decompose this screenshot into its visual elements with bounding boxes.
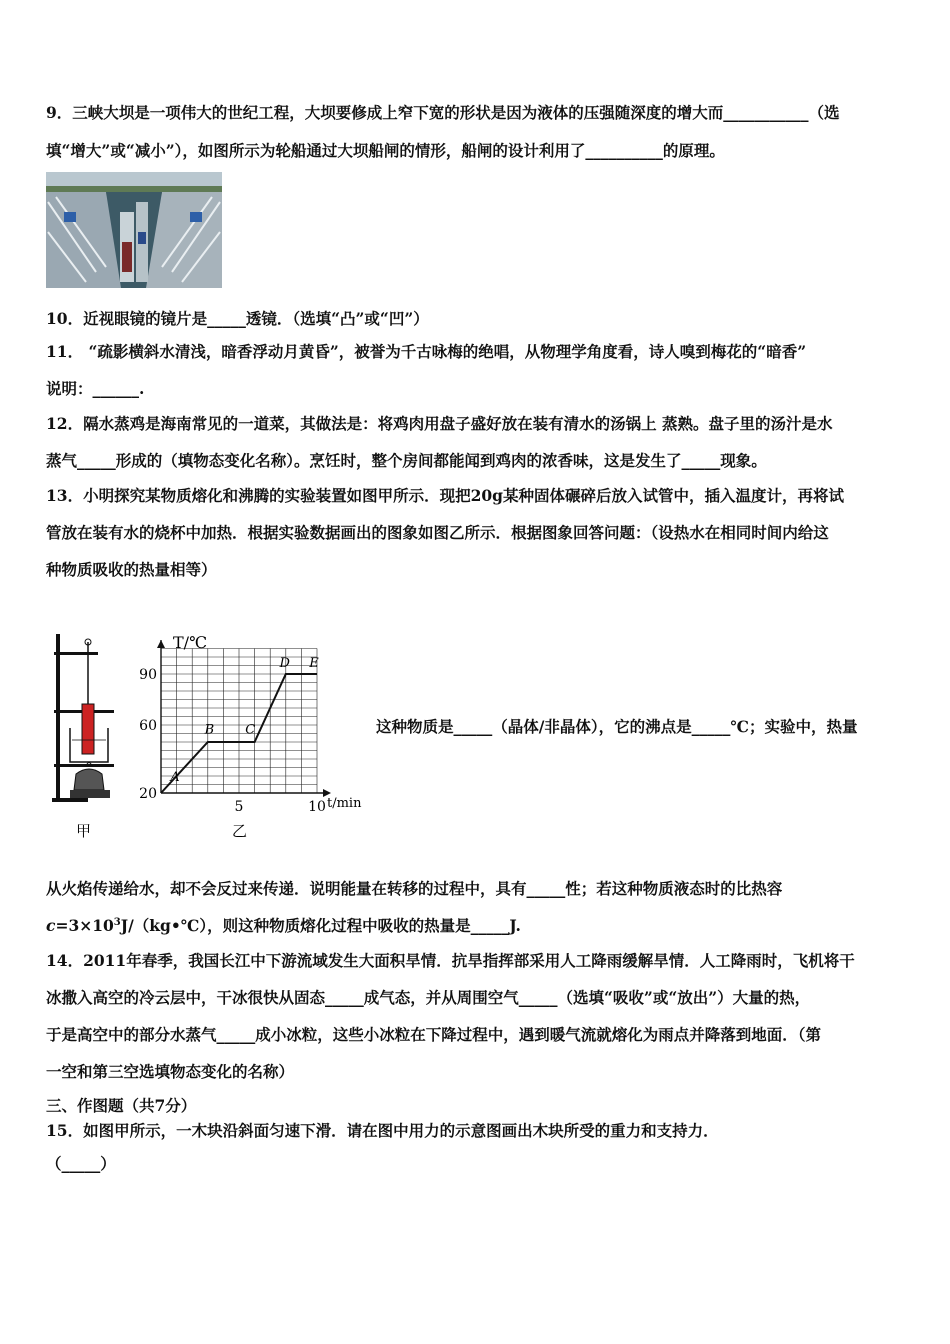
q13-line2: 管放在装有水的烧杯中加热．根据实验数据画出的图象如图乙所示．根据图象回答问题：（设热水在相同时间内给这 [46, 523, 829, 542]
section3-heading: 三、作图题（共7分） [46, 1096, 197, 1115]
q10-line: 10．近视眼镜的镜片是_____透镜．（选填“凸”或“凹”） [46, 309, 429, 328]
q14-line1: 14．2011年春季，我国长江中下游流域发生大面积旱情．抗旱指挥部采用人工降雨缓解旱情．人工降雨时，飞机将干 [46, 951, 855, 970]
y-tick-label: 20 [139, 786, 157, 802]
y-axis-label: T/℃ [173, 633, 207, 652]
q13-line1: 13．小明探究某物质熔化和沸腾的实验装置如图甲所示．现把20g某种固体碾碎后放入试管中，插入温度计，再将试 [46, 486, 844, 505]
q14-line3: 于是高空中的部分水蒸气_____成小冰粒，这些小冰粒在下降过程中，遇到暖气流就熔化为雨点并降落到地面．（第 [46, 1025, 822, 1044]
q13-line3: 种物质吸收的热量相等） [46, 560, 217, 579]
point-label: B [204, 722, 215, 738]
q9-line1: 9．三峡大坝是一项伟大的世纪工程，大坝要修成上窄下宽的形状是因为液体的压强随深度的增大而___________（选 [46, 103, 840, 122]
temperature-time-chart [139, 633, 362, 815]
c-value: =3×10 [55, 916, 114, 935]
q15-line1: 15．如图甲所示，一木块沿斜面匀速下滑．请在图中用力的示意图画出木块所受的重力和支持力． [46, 1121, 719, 1140]
q12-line1: 12．隔水蒸鸡是海南常见的一道菜，其做法是：将鸡肉用盘子盛好放在装有清水的汤锅上 蒸熟。盘子里的汤汁是水 [46, 414, 833, 433]
q14-line4: 一空和第三空选填物态变化的名称） [46, 1062, 295, 1081]
q15-line2: （_____） [46, 1154, 116, 1173]
experiment-apparatus [52, 634, 114, 802]
fig-jia-label: 甲 [76, 822, 92, 840]
x-tick-label: 5 [234, 799, 244, 815]
y-tick-label: 60 [139, 718, 157, 734]
point-label: A [170, 770, 180, 786]
q14-line2: 冰撒入高空的冷云层中，干冰很快从固态_____成气态，并从周围空气_____（选填“吸收”或“放出”）大量的热， [46, 988, 811, 1007]
ship-lock-photo [46, 172, 222, 288]
q13-line5 [46, 916, 521, 936]
q11-line2: 说明：______. [46, 379, 145, 398]
q13-figures [44, 604, 374, 844]
c-unit-rest: J/（kg•℃），则这种物质熔化过程中吸收的热量是_____J. [120, 916, 521, 935]
c-symbol: c [46, 916, 56, 935]
y-axis-arrow [157, 640, 165, 648]
point-label: E [309, 656, 319, 672]
q9-line2: 填“增大”或“减小”），如图所示为轮船通过大坝船闸的情形，船闸的设计利用了__________的原理。 [46, 141, 725, 160]
x-axis-label: t/min [327, 796, 362, 811]
c-exponent: 3 [113, 916, 121, 928]
q13-line4: 从火焰传递给水，却不会反过来传递．说明能量在转移的过程中，具有_____性；若这种物质液态时的比热容 [46, 879, 783, 898]
point-label: C [245, 722, 256, 738]
fig-yi-label: 乙 [232, 822, 248, 840]
q12-line2: 蒸气_____形成的（填物态变化名称）。烹饪时，整个房间都能闻到鸡肉的浓香味，这是发生了_____现象。 [46, 451, 767, 470]
q11-line1: 11． “疏影横斜水清浅，暗香浮动月黄昏”，被誉为千古咏梅的绝唱，从物理学角度看，诗人嗅到梅花的“暗香” [46, 342, 807, 361]
x-tick-label: 10 [308, 799, 326, 815]
y-tick-label: 90 [139, 667, 157, 683]
point-label: D [279, 656, 290, 672]
q13-inline-text: 这种物质是_____（晶体/非晶体），它的沸点是_____℃；实验中，热量 [376, 717, 858, 736]
